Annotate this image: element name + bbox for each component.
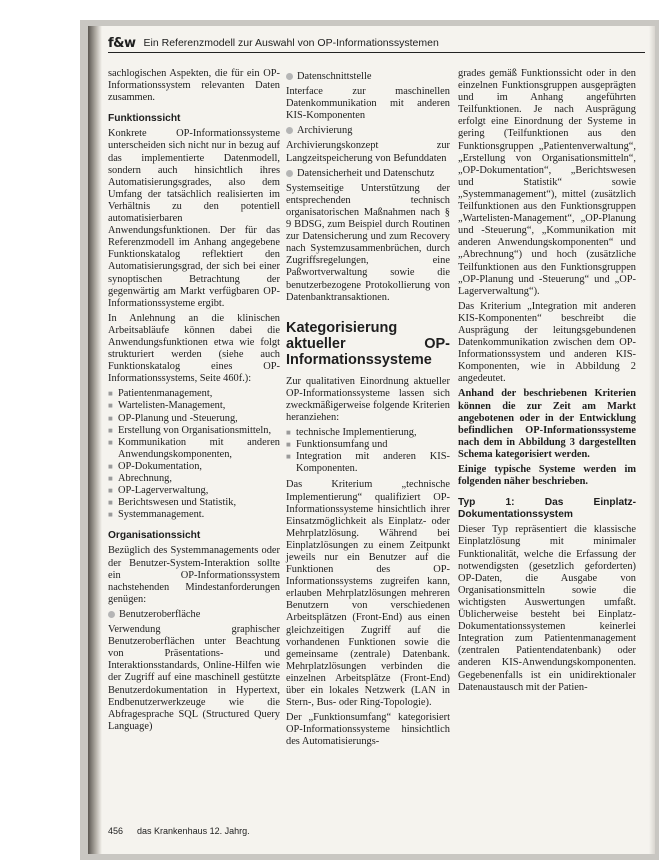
list-item: ■ Integration mit anderen KIS-Komponenten.: [286, 451, 450, 475]
list-item: ■ Kommunikation mit anderen Anwendungskomponenten,: [108, 437, 280, 461]
paragraph-datenschnitt: Interface zur maschinellen Datenkommunikation mit anderen KIS-Komponenten: [286, 86, 450, 122]
bullet-icon: [286, 127, 293, 134]
subheading-benutzeroberflaeche: Benutzeroberfläche: [108, 609, 280, 621]
paragraph-funktionsumfang: Der „Funktionsumfang“ kategorisiert OP-Informationssysteme hinsichtlich des Automatisierungs-: [286, 712, 450, 748]
running-header: [108, 34, 645, 53]
paragraph-bold-systeme: Einige typische Systeme werden im folgenden näher beschrieben.: [458, 464, 636, 488]
subheading-archivierung: Archivierung: [286, 125, 450, 137]
heading-organisationssicht: Organisationssicht: [108, 530, 201, 542]
paragraph-kriterium: Das Kriterium „technische Implementierung“ qualifiziert OP-Informationssysteme hinsichtlich ihrer Einsatzmöglichkeit als Einplatz- oder Mehrplatzlösung. Während bei Einplatzlösungen zu einem Zeitpunkt jeweils nur ein Benutzer auf die Funktionen des OP-Informationssystems zugreifen kann, erlauben Mehrplatzlösungen mehreren Benutzern von verschiedenen Arbeitsplätzen (Front-End) aus einen gleichzeitigen Zugriff auf die vorhandenen Funktionen sowie die gemeinsame (zentrale) Datenbank. Mehrplatzlösungen verbinden die einzelnen Arbeitsplätze (Front-End) über ein lokales Netzwerk (LAN in Stern-, Bus- oder Ring-Topologie).: [286, 479, 450, 709]
book-spine: [88, 26, 102, 854]
intro-paragraph: sachlogischen Aspekten, die für ein OP-Informationssystem relevanten Daten zusammen.: [108, 68, 280, 104]
column-3: [458, 68, 636, 697]
criteria-list: [286, 427, 450, 475]
document-page: [88, 26, 655, 854]
list-item: ■ OP-Planung und -Steuerung,: [108, 413, 280, 425]
list-item: ■ Berichtswesen und Statistik,: [108, 497, 280, 509]
list-item: ■ Patientenmanagement,: [108, 388, 280, 400]
running-title: Ein Referenzmodell zur Auswahl von OP-Informationssystemen: [143, 37, 439, 49]
heading-funktionssicht: Funktionssicht: [108, 113, 181, 125]
page-edge: [649, 26, 655, 854]
subheading-datenschnittstelle: Datenschnittstelle: [286, 71, 450, 83]
paragraph-bold-kriterien: Anhand der beschriebenen Kriterien können die zur Zeit am Markt angebotenen oder in der Entwicklung befindlichen OP-Informationssysteme nach dem in Abbildung 3 dargestellten Schema kategorisiert werden.: [458, 388, 636, 460]
paragraph-kat: Zur qualitativen Einordnung aktueller OP-Informationssysteme lassen sich zweckmäßigerweise folgende Kriterien heranziehen:: [286, 375, 450, 423]
journal-name: das Krankenhaus 12. Jahrg.: [137, 826, 250, 836]
journal-logo: f&w: [108, 35, 136, 51]
paragraph-organisation: Bezüglich des Systemmanagements oder der Benutzer-System-Interaktion sollte ein OP-Informationssystem nachstehenden Mindestanforderungen genügen:: [108, 545, 280, 605]
function-list: [108, 388, 280, 521]
bullet-icon: [286, 170, 293, 177]
list-item: ■ Abrechnung,: [108, 473, 280, 485]
paragraph-anlehnung: In Anlehnung an die klinischen Arbeitsabläufe können dabei die Anwendungsfunktionen etwa wie folgt strukturiert werden (siehe auch Funktionskatalog eines OP-Informationssystems, Seite 460f.):: [108, 312, 280, 385]
subheading-datensicherheit: Datensicherheit und Datenschutz: [286, 168, 450, 180]
bullet-icon: [108, 611, 115, 618]
page-footer: [108, 826, 250, 836]
paragraph-archiv: Archivierungskonzept zur Langzeitspeicherung von Befunddaten: [286, 140, 450, 164]
paragraph-benutzer: Verwendung graphischer Benutzeroberflächen unter Beachtung von Präsentations- und Interaktionsstandards, Online-Hilfen wie der Zugriff auf eine maschinell gestützte Benutzerdokumentation in Hypertext, Endbenutzerwerkzeuge wie die Abfragesprache SQL (Structured Query Language): [108, 624, 280, 732]
list-item: ■ Systemmanagement.: [108, 509, 280, 521]
paragraph-grades: grades gemäß Funktionssicht oder in den einzelnen Funktionsgruppen ausgeprägten und im Anhang angeführten Teilfunktionen. Je nach Ausprägung erfolgt eine Einordnung der Systeme in gering (Teilfunktionen aus den Funktionsgruppen „Patientenverwaltung“, „Erstellung von Organisationsmitteln“, „OP-Dokumentation“, „Berichtswesen und Statistik“ sowie „Systemmanagement“), mittel (zusätzlich Teilfunktionen aus den Funktionsgruppen „Wartelisten-Management“, „OP-Planung und -Steuerung“, „Kommunikation mit anderen Anwendungskomponenten“ und „Abrechnung“) und hoch (zusätzliche Teilfunktionen aus den Funktionsgruppen „OP-Planung und -Steuerung“ und „OP-Lagerverwaltung“).: [458, 68, 636, 297]
heading-typ1: Typ 1: Das Einplatz-Dokumentationssystem: [458, 497, 636, 521]
bullet-icon: [286, 73, 293, 80]
list-item: ■ Wartelisten-Management,: [108, 400, 280, 412]
list-item: ■ Erstellung von Organisationsmitteln,: [108, 425, 280, 437]
column-1: [108, 68, 280, 736]
page-number: 456: [108, 826, 124, 836]
list-item: ■ technische Implementierung,: [286, 427, 450, 439]
list-item: ■ OP-Lagerverwaltung,: [108, 485, 280, 497]
column-2: [286, 68, 450, 752]
section-heading-kategorisierung: Kategorisierung aktueller OP-Informationssysteme: [286, 319, 450, 368]
paragraph-datensicher: Systemseitige Unterstützung der entsprechenden technisch organisatorischen Maßnahmen nach § 9 BDSG, zum Beispiel durch Routinen zur Datensicherung und zum Recovery nach Systemzusammenbrüchen, durch Zugriffsregelungen, eine Paßwortverwaltung sowie die benutzerbezogene Protokollierung von Datenbanktransaktionen.: [286, 182, 450, 303]
paragraph-integration: Das Kriterium „Integration mit anderen KIS-Komponenten“ beschreibt die Ausprägung der leitungsgebundenen Datenkommunikation zwischen dem OP-Informationssystem und anderen KIS-Komponenten, wie in Abbildung 2 angedeutet.: [458, 300, 636, 385]
paragraph-typ1: Dieser Typ repräsentiert die klassische Einplatzlösung mit minimaler Funktionalität, welche die Erfassung der notwendigsten (gesetzlich geforderten) OP-Daten, die Ausgabe von Organisationsmitteln sowie die wichtigsten Auswertungen umfaßt. Üblicherweise besteht bei Einplatz-Dokumentationssystemen keinerlei Integration zum Patientenmanagement (zentralen Patientendatenbank) oder anderen KIS-Anwendungskomponenten. Gegebenenfalls ist ein unidirektionaler Datenaustausch mit der Patien-: [458, 524, 636, 693]
paragraph-funktion: Konkrete OP-Informationssysteme unterscheiden sich nicht nur in bezug auf das implementierte Datenmodell, sondern auch hinsichtlich ihres Automatisierungsgrades, also dem Umfang der tatsächlich realisierten im Verhältnis zu den potentiell automatisierbaren Anwendungsfunktionen. Der für das Referenzmodell im Anhang angegebene Funktionskatalog reflektiert den Automatisierungsgrad, der sich bei einer synoptischen Betrachtung der gegenwärtig am Markt verfügbaren OP-Informationssysteme ergibt.: [108, 128, 280, 309]
list-item: ■ Funktionsumfang und: [286, 439, 450, 451]
list-item: ■ OP-Dokumentation,: [108, 461, 280, 473]
